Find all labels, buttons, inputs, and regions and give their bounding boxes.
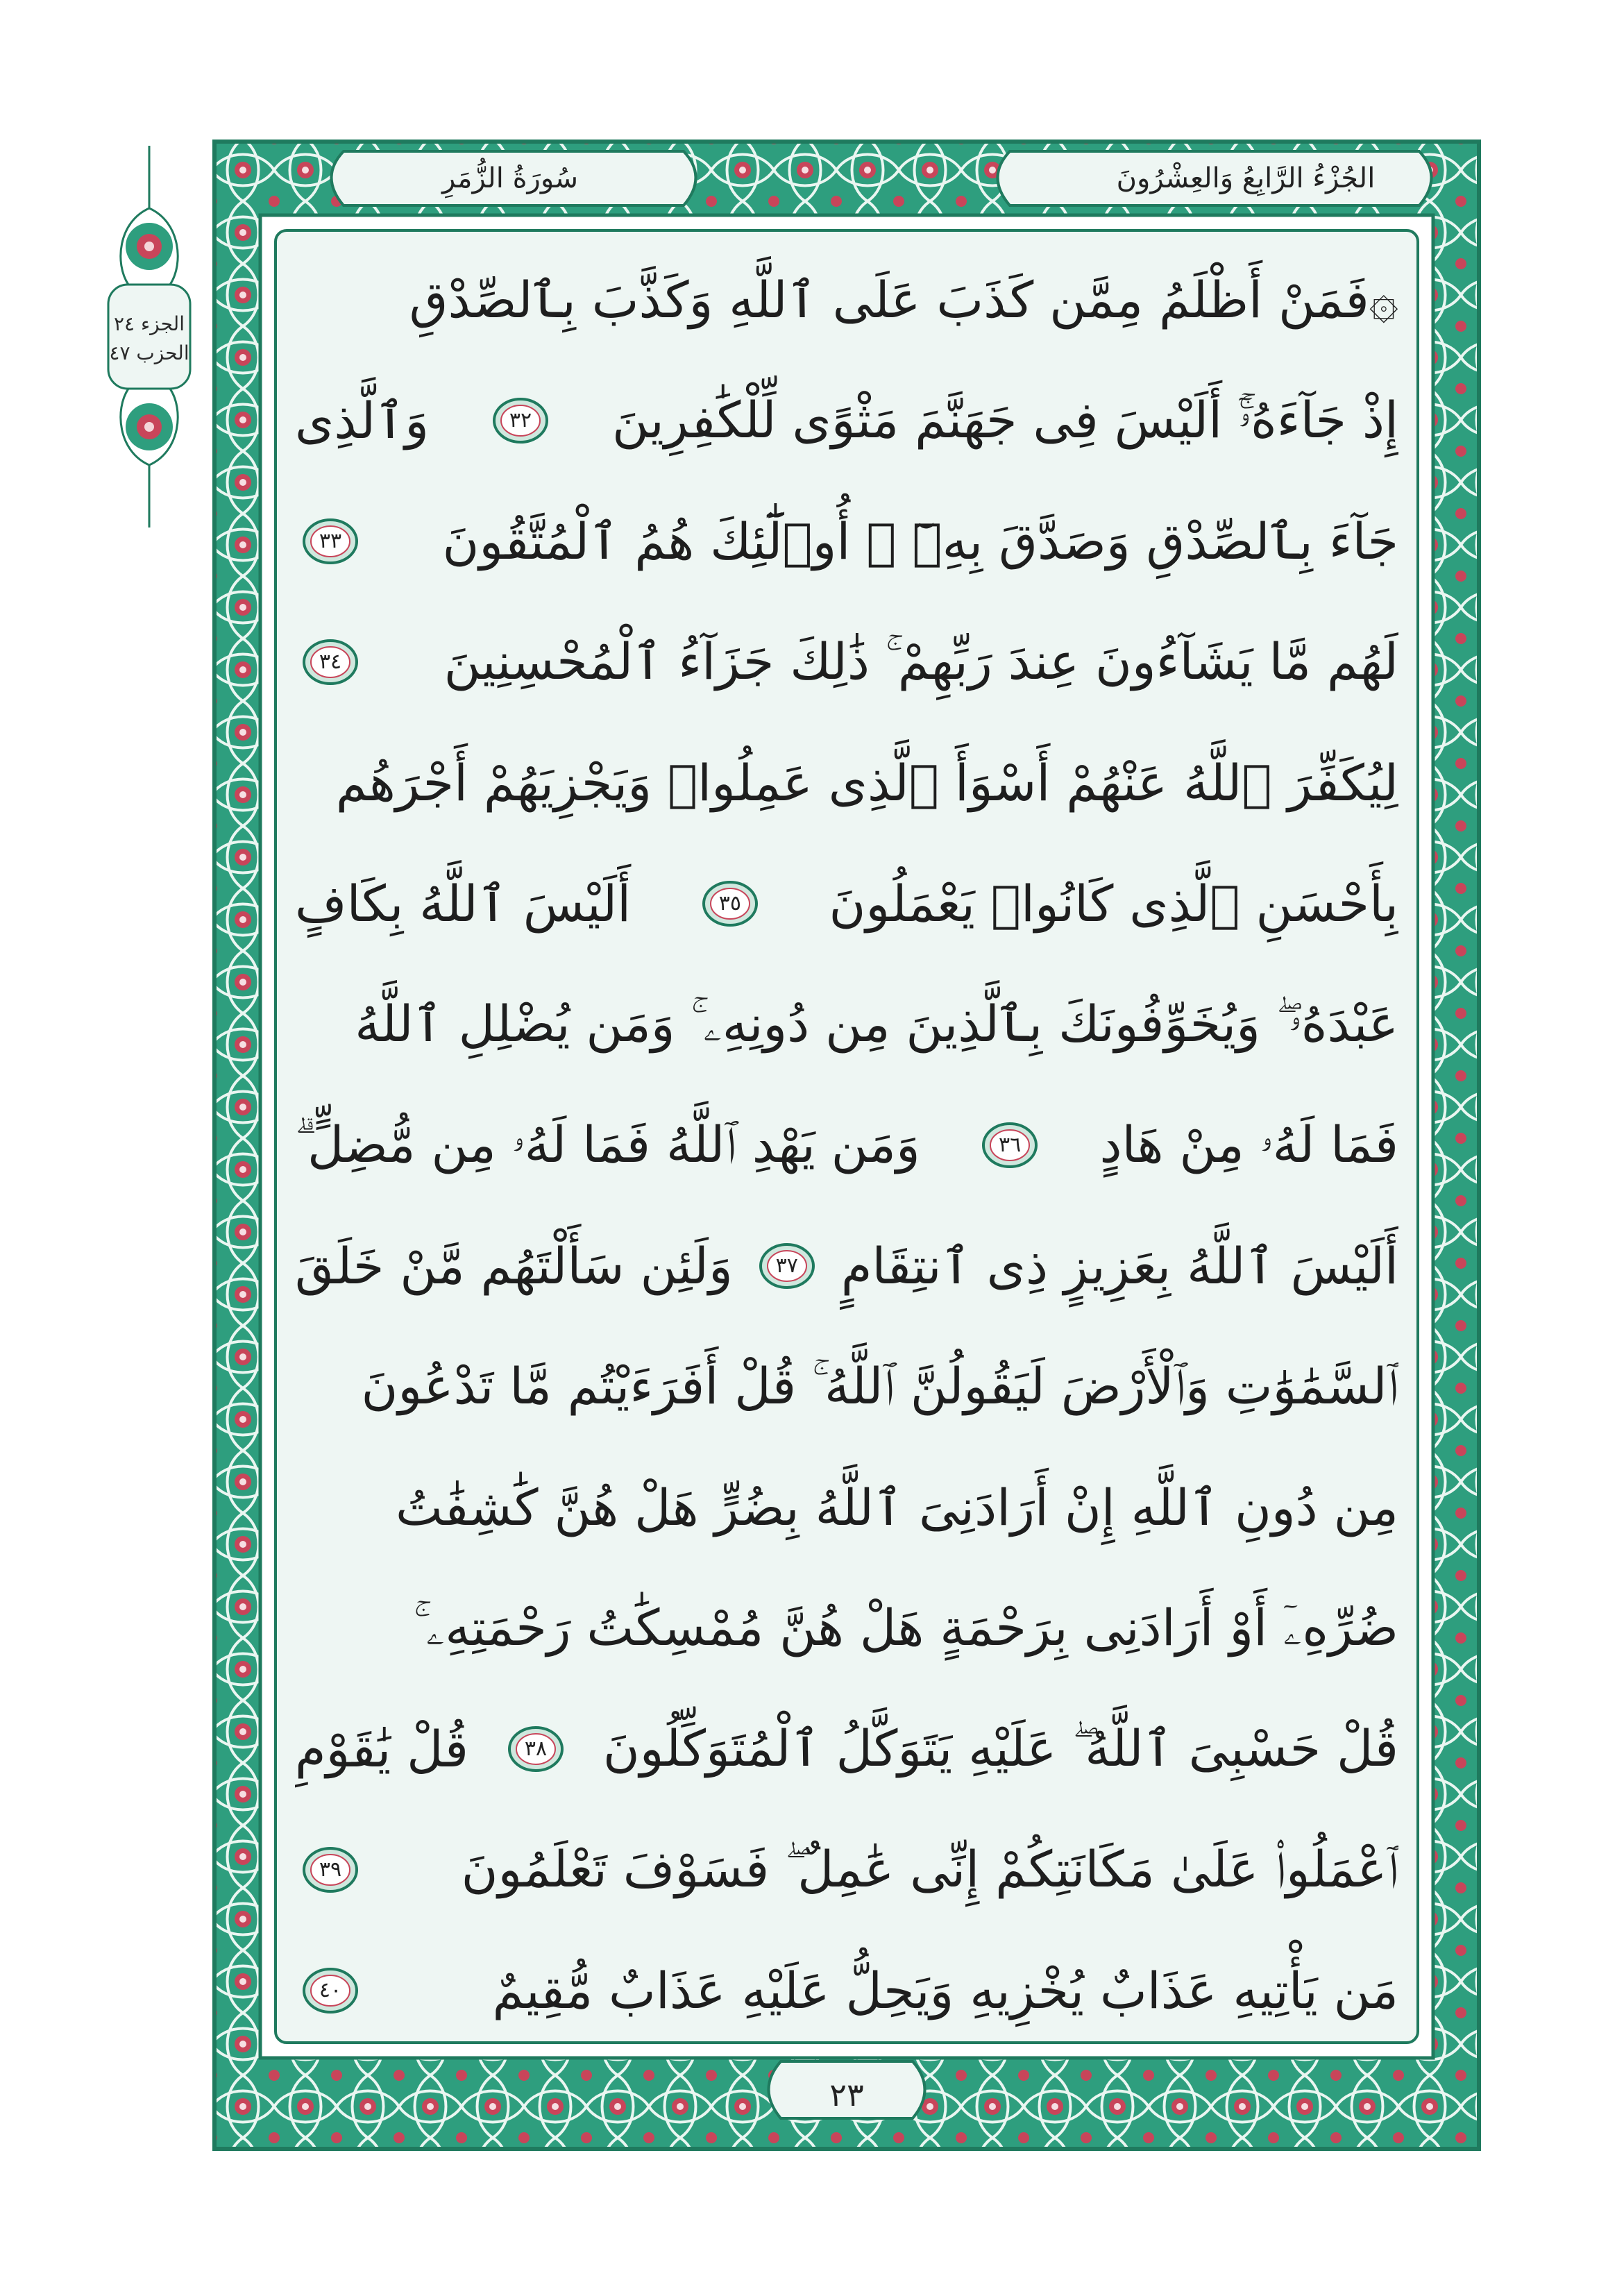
verse-line: [295, 598, 1398, 725]
verse-text: عَبْدَهُۥ ۖ وَيُخَوِّفُونَكَ بِٱلَّذِينَ مِن دُونِهِۦ ۚ وَمَن يُضْلِلِ ٱللَّهُ: [355, 994, 1398, 1053]
verse-lines: [274, 229, 1419, 2044]
verse-text: إِذْ جَآءَهُۥٓۚ أَلَيْسَ فِى جَهَنَّمَ مَثْوًى لِّلْكَٰفِرِينَ: [611, 390, 1398, 449]
ayah-number-marker: [492, 396, 549, 445]
ayah-number-marker: [981, 1121, 1038, 1170]
verse-line: [295, 1685, 1398, 1812]
verse-line: [295, 961, 1398, 1088]
side-hizb-label: الحزب ٤٧: [109, 341, 189, 364]
ayah-number: ٣٧: [775, 1253, 798, 1278]
verse-text: ۞فَمَنْ أَظْلَمُ مِمَّن كَذَبَ عَلَى ٱللَّهِ وَكَذَّبَ بِٱلصِّدْقِ: [409, 270, 1398, 329]
verse-text: مَن يَأْتِيهِ عَذَابٌ يُخْزِيهِ وَيَحِلُّ عَلَيْهِ عَذَابٌ مُّقِيمٌ: [492, 1961, 1398, 2020]
ayah-number-marker: [507, 1725, 564, 1773]
verse-text: قُلْ حَسْبِىَ ٱللَّهُ ۖ عَلَيْهِ يَتَوَكَّلُ ٱلْمُتَوَكِّلُونَ: [602, 1719, 1398, 1778]
verse-line: [295, 1806, 1398, 1933]
ayah-number-marker: [302, 638, 359, 686]
verse-line: [295, 719, 1398, 846]
verse-text: ٱلسَّمَٰوَٰتِ وَٱلْأَرْضَ لَيَقُولُنَّ ٱللَّهُ ۚ قُلْ أَفَرَءَيْتُم مَّا تَدْعُونَ: [361, 1356, 1398, 1415]
verse-line: [295, 1927, 1398, 2054]
surah-title: سُورَةُ الزُّمَرِ: [441, 162, 579, 194]
ayah-number: ٣٨: [524, 1737, 548, 1761]
verse-text: لِيُكَفِّرَ ٱللَّهُ عَنْهُمْ أَسْوَأَ ٱلَّذِى عَمِلُوا۟ وَيَجْزِيَهُمْ أَجْرَهُم: [335, 753, 1398, 812]
ayah-number-marker: [302, 1846, 359, 1894]
verse-text: وَلَئِن سَأَلْتَهُم مَّنْ خَلَقَ: [295, 1236, 733, 1295]
verse-line: [295, 1323, 1398, 1450]
verse-text: جَآءَ بِٱلصِّدْقِ وَصَدَّقَ بِهِۦٓ ۙ أُو۟لَٰٓئِكَ هُمُ ٱلْمُتَّقُونَ: [442, 512, 1398, 571]
verse-line: [295, 1081, 1398, 1208]
ayah-number: ٣٣: [319, 529, 342, 553]
verse-line: [295, 478, 1398, 605]
verse-line: [295, 1564, 1398, 1691]
verse-text: لَهُم مَّا يَشَآءُونَ عِندَ رَبِّهِمْ ۚ ذَٰلِكَ جَزَآءُ ٱلْمُحْسِنِينَ: [443, 632, 1398, 691]
verse-line: [295, 1202, 1398, 1329]
verse-text: بِأَحْسَنِ ٱلَّذِى كَانُوا۟ يَعْمَلُونَ: [829, 874, 1398, 933]
ayah-number: ٣٢: [509, 408, 532, 432]
page-number: ٢٣: [829, 2076, 864, 2113]
ayah-number-marker: [302, 1966, 359, 2015]
side-juz-label: الجزء ٢٤: [114, 312, 185, 335]
verse-text: فَمَا لَهُۥ مِنْ هَادٍ: [1099, 1115, 1398, 1174]
verse-text: ضُرِّهِۦٓ أَوْ أَرَادَنِى بِرَحْمَةٍ هَلْ هُنَّ مُمْسِكَٰتُ رَحْمَتِهِۦ ۚ: [413, 1598, 1398, 1657]
ayah-number: ٣٥: [718, 891, 741, 915]
verse-line: [295, 840, 1398, 967]
verse-line: [295, 236, 1398, 363]
verse-line: [295, 357, 1398, 484]
ayah-number: ٣٩: [319, 1857, 342, 1882]
verse-text: وَمَن يَهْدِ ٱللَّهُ فَمَا لَهُۥ مِن مُّضِلٍّ ۗ: [295, 1115, 920, 1174]
ayah-number: ٣٤: [319, 650, 342, 674]
ayah-number: ٣٦: [999, 1133, 1022, 1157]
juz-title: الجُزْءُ الرَّابِعُ وَالعِشْرُونَ: [1116, 162, 1376, 194]
verse-line: [295, 1444, 1398, 1571]
verse-text: ٱعْمَلُوا۟ عَلَىٰ مَكَانَتِكُمْ إِنِّى عَٰمِلٌ ۖ فَسَوْفَ تَعْلَمُونَ: [461, 1839, 1398, 1898]
verse-text: أَلَيْسَ ٱللَّهُ بِكَافٍ: [295, 874, 632, 933]
ayah-number: ٤٠: [319, 1978, 342, 2002]
verse-text: وَٱلَّذِى: [295, 391, 430, 450]
verse-text: أَلَيْسَ ٱللَّهُ بِعَزِيزٍ ذِى ٱنتِقَامٍ: [840, 1236, 1398, 1295]
ayah-number-marker: [759, 1242, 815, 1290]
juz-hizb-side-marker: [104, 139, 194, 534]
verse-text: قُلْ يَٰقَوْمِ: [295, 1719, 469, 1778]
ayah-number-marker: [302, 517, 359, 566]
ayah-number-marker: [702, 879, 759, 928]
verse-text: مِن دُونِ ٱللَّهِ إِنْ أَرَادَنِىَ ٱللَّهُ بِضُرٍّ هَلْ هُنَّ كَٰشِفَٰتُ: [395, 1478, 1398, 1537]
